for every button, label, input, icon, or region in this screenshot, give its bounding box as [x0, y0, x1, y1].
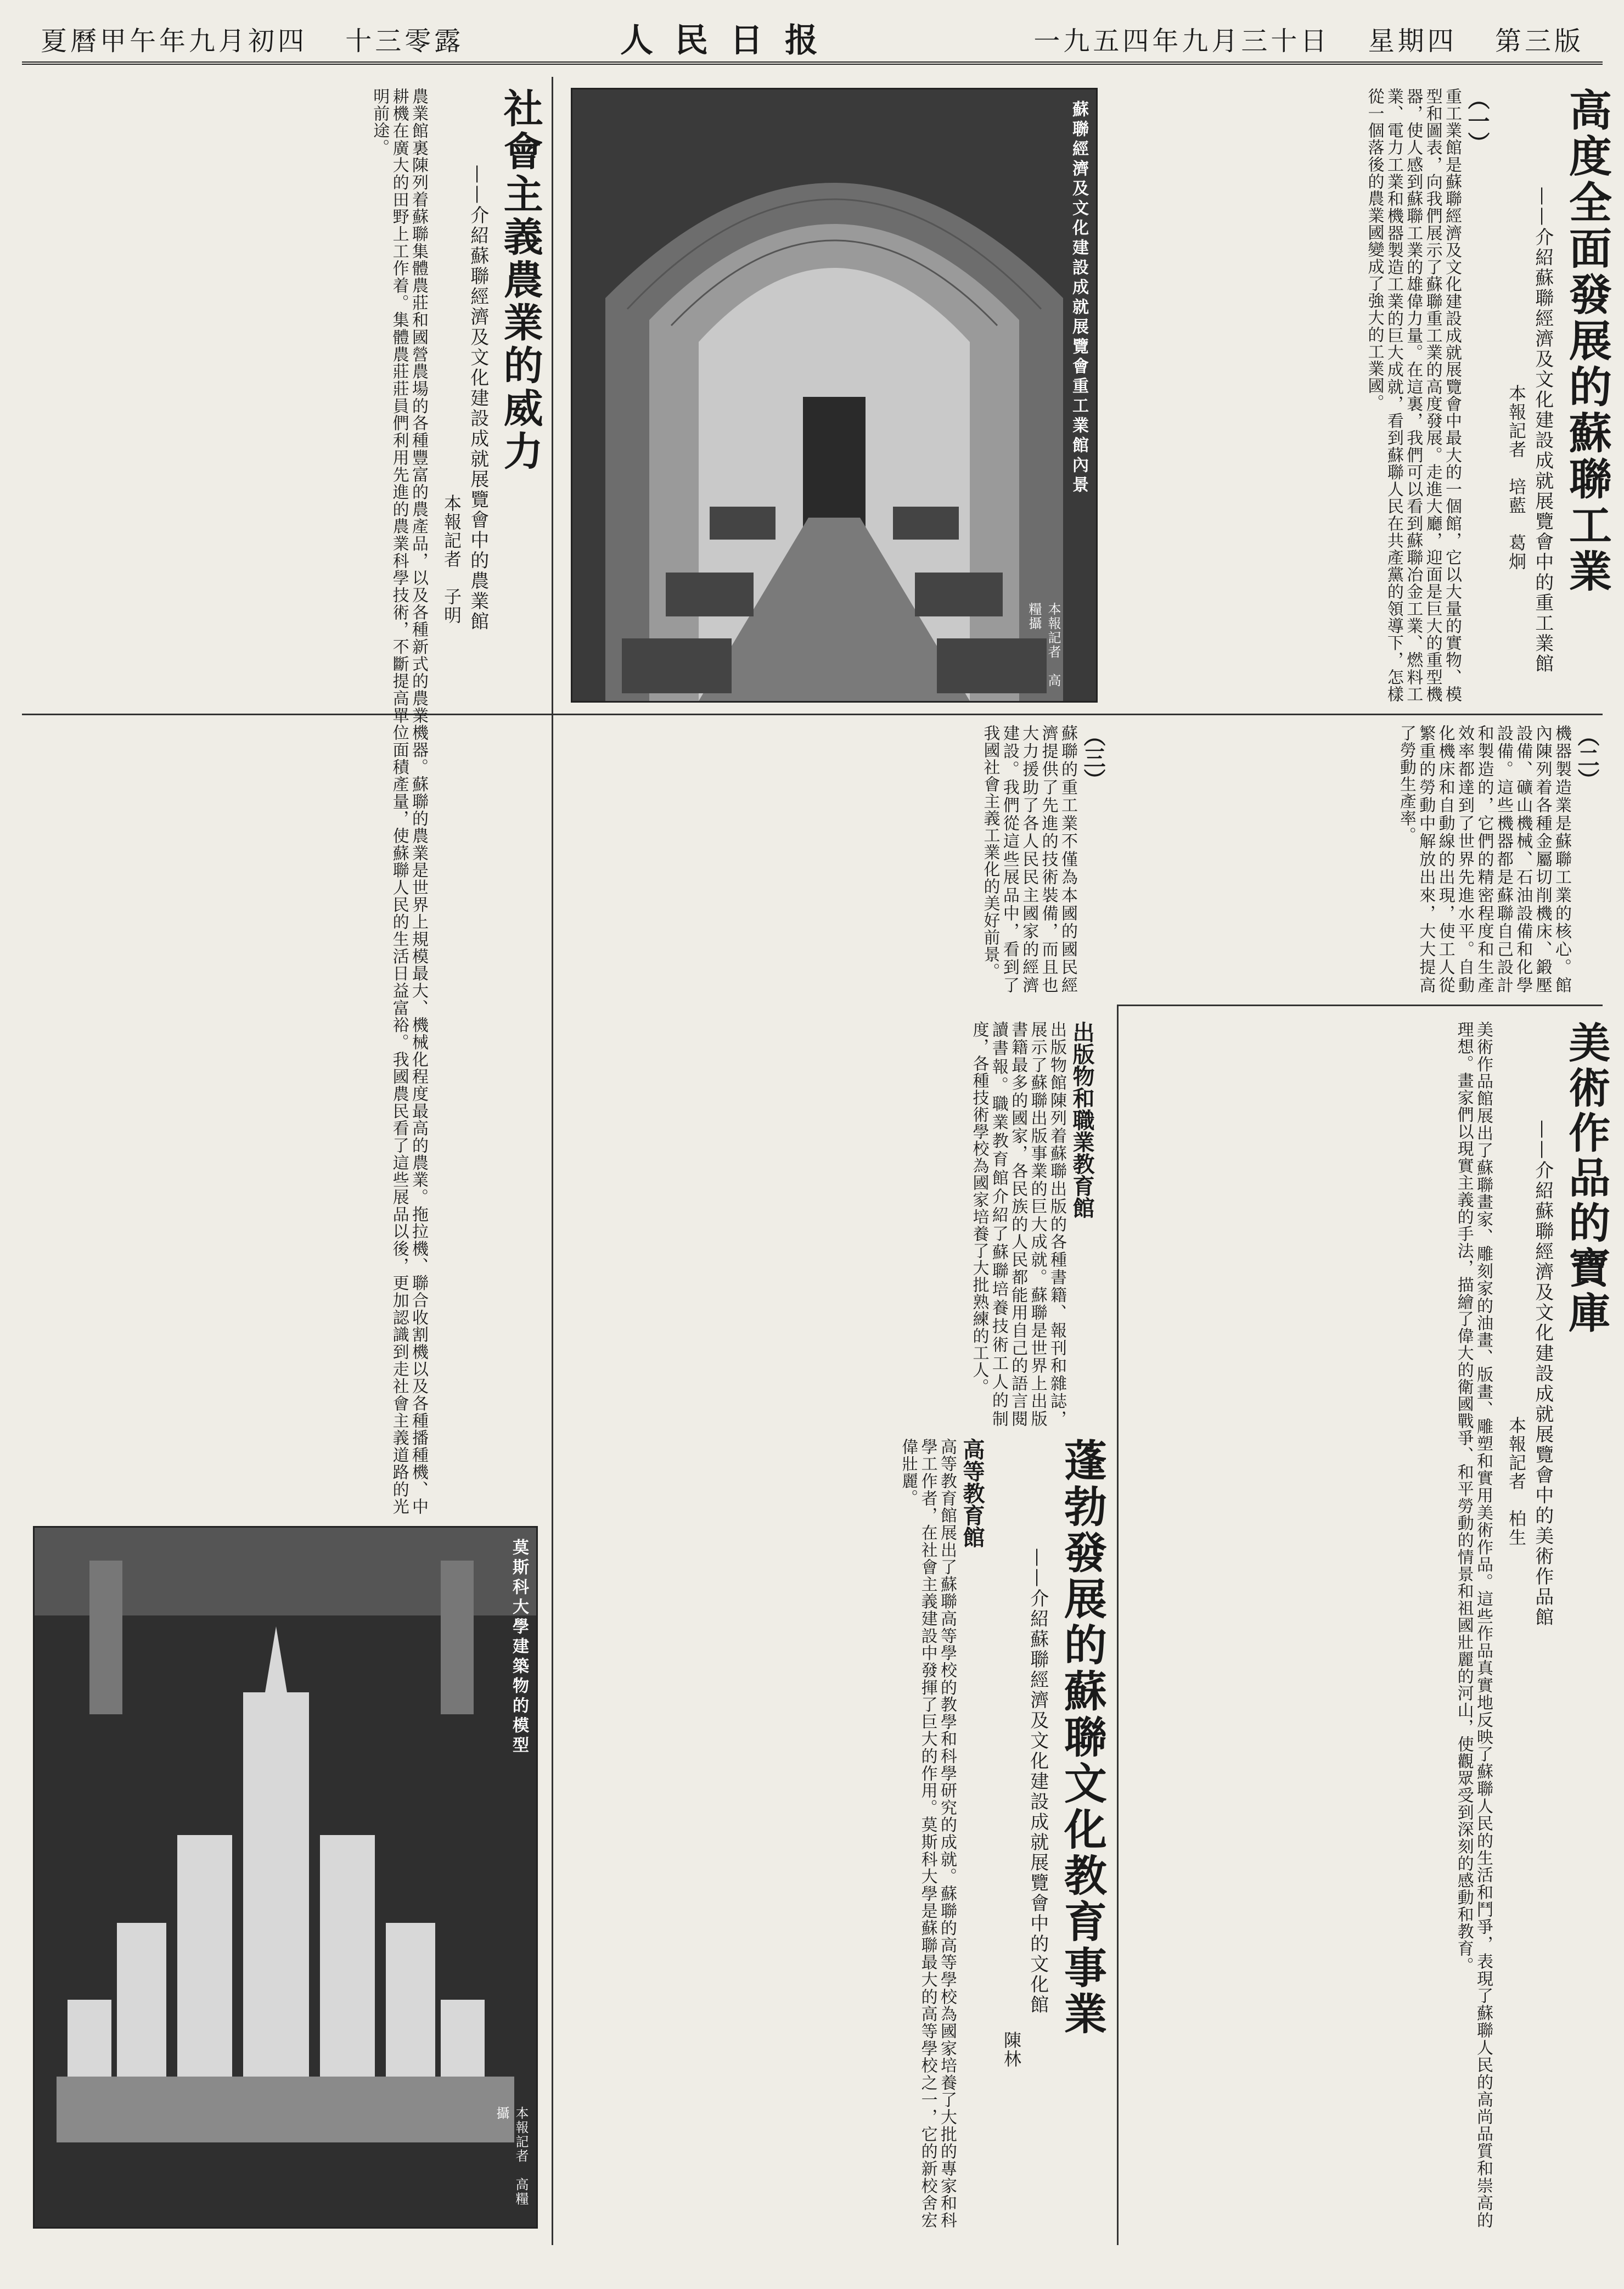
- industry-subtitle: ——介紹蘇聯經濟及文化建設成就展覽會中的重工業館: [1531, 187, 1554, 674]
- publication-date: 一九五四年九月三十日: [1033, 26, 1330, 57]
- edition: 第三版: [1494, 26, 1584, 57]
- section-heading: 出版物和職業教育館: [1069, 1021, 1095, 1219]
- culture-section-higher-education: [571, 1438, 988, 2229]
- issue-number: 十三零露: [345, 26, 464, 57]
- section-number: （一）: [1464, 88, 1490, 154]
- culture-subtitle: ——介紹蘇聯經濟及文化建設成就展覽會中的文化館: [1026, 1548, 1049, 2015]
- industry-headline: 高度全面發展的蘇聯工業: [1561, 88, 1612, 595]
- agriculture-subtitle: ——介紹蘇聯經濟及文化建設成就展覽會中的農業館: [467, 165, 489, 632]
- masthead-right: [1020, 20, 1597, 58]
- paper-name: 人民日报: [620, 21, 840, 60]
- university-photo: [33, 1526, 538, 2229]
- section-text: 蘇聯的重工業不僅為本國的國民經濟提供了先進的技術裝備，而且也大力援助了各人民民主國家的經濟建設。我們從這些展品中，看到了我國社會主義工業化的美好前景。: [980, 725, 1077, 994]
- art-body: 美術作品館展出了蘇聯畫家、雕刻家的油畫、版畫、雕塑和實用美術作品。這些作品真實地反映了蘇聯人民的生活和鬥爭，表現了蘇聯人民的高尚品質和崇高的理想。畫家們以現實主義的手法，描繪了偉大的衛國戰爭、和平勞動的情景和祖國壯麗的河山，使觀眾受到深刻的感動和教育。: [1454, 1021, 1493, 2229]
- art-subtitle: ——介紹蘇聯經濟及文化建設成就展覽會中的美術作品館: [1531, 1120, 1554, 1628]
- university-photo-image: [35, 1528, 536, 2227]
- section-text: 重工業館是蘇聯經濟及文化建設成就展覽會中最大的一個館，它以大量的實物、模型和圖表，向我們展示了蘇聯重工業的高度發展。走進大廳，迎面是巨大的重型機器，使人感到蘇聯工業的雄偉力量。在這裏，我們可以看到蘇聯冶金工業、燃料工業、電力工業和機器製造工業的巨大成就，看到蘇聯人民在共產黨的領導下，怎樣從一個落後的農業國變成了強大的工業國。: [1364, 88, 1462, 703]
- agriculture-byline: 本報記者 子明: [441, 494, 462, 625]
- industry-section-3: [560, 725, 1109, 994]
- art-headline: 美術作品的寶庫: [1561, 1021, 1611, 1336]
- industry-section-2: [1120, 725, 1603, 994]
- hall-photo-caption: 蘇聯經濟及文化建設成就展覽會重工業館內景: [1069, 100, 1088, 496]
- section-heading: 高等教育館: [959, 1438, 985, 1548]
- culture-headline: 蓬勃發展的蘇聯文化教育事業: [1057, 1438, 1107, 2038]
- hall-photo: [571, 88, 1098, 703]
- section-number: （二）: [1574, 725, 1600, 790]
- column-rule: [552, 77, 553, 2245]
- hall-photo-credit: 本報記者 高糧攝: [1026, 602, 1061, 688]
- university-photo-credit: 本報記者 高糧攝: [494, 2106, 529, 2206]
- hall-photo-image: [572, 89, 1096, 701]
- section-text: 高等教育館展出了蘇聯高等學校的教學和科學研究的成就。蘇聯的高等學校為國家培養了大批的專家和科學工作者，在社會主義建設中發揮了巨大的作用。莫斯科大學是蘇聯最大的高等學校之一，它的新校舍宏偉壯麗。: [898, 1438, 957, 2229]
- culture-section-publications: [571, 1021, 1098, 1427]
- industry-byline: 本報記者 培藍 葛炯: [1506, 384, 1527, 571]
- section-number: （三）: [1080, 725, 1106, 790]
- culture-byline: 陳林: [1001, 2031, 1022, 2068]
- lunar-date: 夏曆甲午年九月初四: [41, 26, 308, 57]
- section-text: 機器製造業是蘇聯工業的核心。館內陳列着各種金屬切削機床、鍛壓設備、礦山機械、石油設備和化學設備。這些機器都是蘇聯自己設計和製造的，它們的精密程度和生產效率都達到了世界先進水平。自動化機床和自動線的出現，使工人從繁重的勞動中解放出來，大大提高了勞動生產率。: [1396, 725, 1571, 994]
- industry-section-1: [1120, 88, 1493, 703]
- weekday: 星期四: [1368, 26, 1457, 57]
- masthead-left: [27, 20, 477, 58]
- agriculture-body: 農業館裏陳列着蘇聯集體農莊和國營農場的各種豐富的農產品，以及各種新式的農業機器。蘇聯的農業是世界上規模最大、機械化程度最高的農業。拖拉機、聯合收割機以及各種播種機、中耕機在廣大的田野上工作着。集體農莊莊員們利用先進的農業科學技術，不斷提高單位面積產量，使蘇聯人民的生活日益富裕。我國農民看了這些展品以後，更加認識到走社會主義道路的光明前途。: [370, 88, 428, 1515]
- masthead: [22, 10, 1603, 65]
- university-photo-caption: 莫斯科大學建築物的模型: [509, 1539, 529, 1756]
- agriculture-headline: 社會主義農業的威力: [497, 88, 544, 473]
- art-byline: 本報記者 柏生: [1506, 1416, 1527, 1547]
- section-text: 出版物館陳列着蘇聯出版的各種書籍、報刊和雜誌，展示了蘇聯出版事業的巨大成就。蘇聯是世界上出版書籍最多的國家，各民族的人民都能用自己的語言閱讀書報。職業教育館介紹了蘇聯培養技術工人的制度，各種技術學校為國家培養了大批熟練的工人。: [969, 1021, 1066, 1427]
- column-rule: [1117, 1005, 1119, 2245]
- section-rule: [1117, 1005, 1603, 1006]
